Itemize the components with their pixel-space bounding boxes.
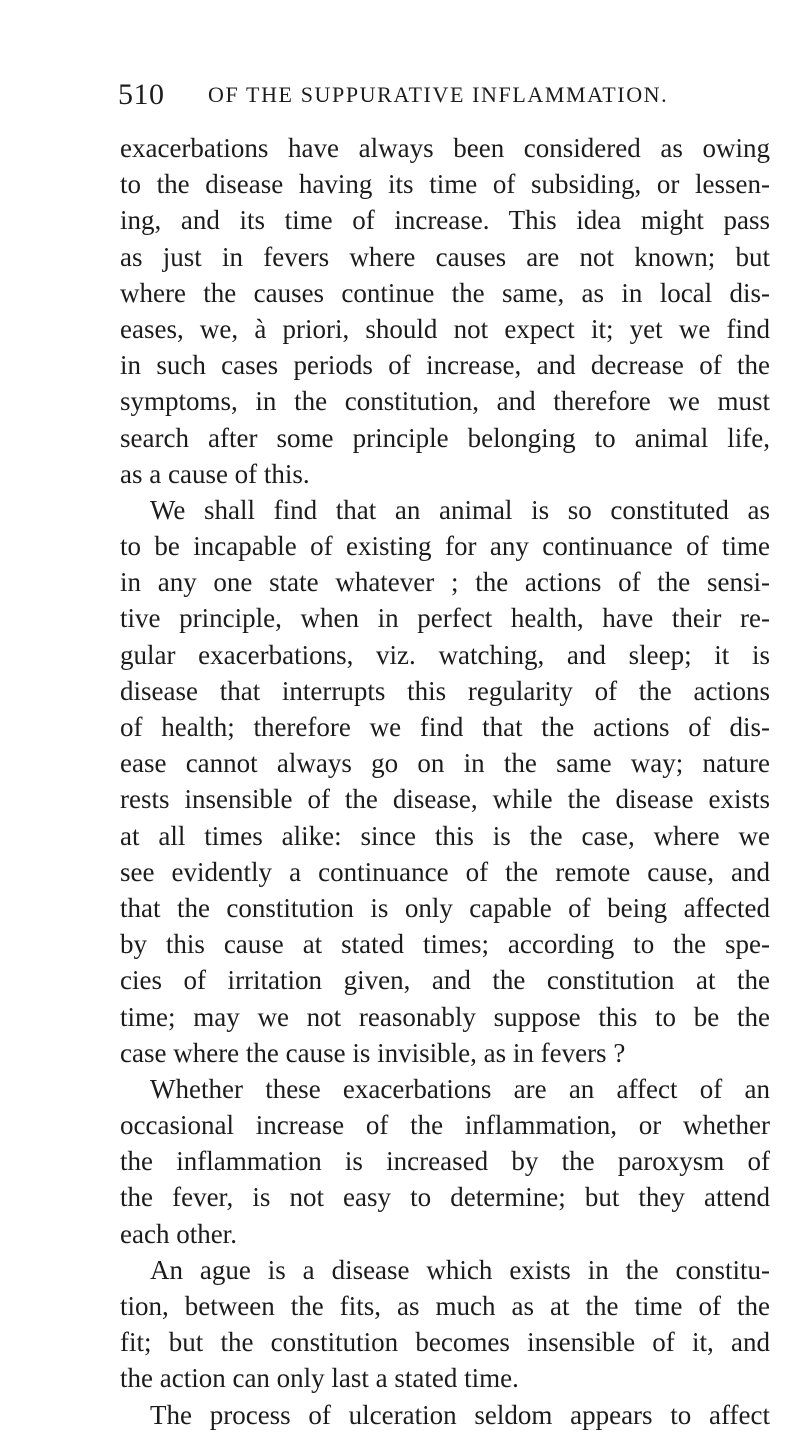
text-line: tion, between the fits, as much as at the time of the [120,1291,770,1321]
text-line: to be incapable of existing for any continuance of time [120,531,770,562]
text-line: exacerbations have always been considered as owing [120,133,770,163]
text-line: cies of irritation given, and the constitution at the [120,965,770,996]
text-line: The process of ulceration seldom appears to affect [150,1399,770,1430]
running-title: OF THE SUPPURATIVE INFLAMMATION. [208,82,669,107]
text-line: tive principle, when in perfect health, have their re- [120,603,770,634]
text-line: at all times alike: since this is the case, where we [120,820,770,851]
text-line: gular exacerbations, viz. watching, and sleep; it is [120,639,770,670]
text-line: symptoms, in the constitution, and therefore we must [120,386,770,417]
text-line: time; may we not reasonably suppose this to be the [120,1001,770,1032]
text-line: the action can only last a stated time. [120,1363,519,1394]
text-line: rests insensible of the disease, while the disease exists [120,784,770,815]
text-line: Whether these exacerbations are an affect of an [150,1073,770,1104]
text-line: to the disease having its time of subsiding, or lessen- [120,169,770,200]
text-line: fit; but the constitution becomes insensible of it, and [120,1327,770,1358]
page-header [118,78,778,118]
text-line: in such cases periods of increase, and decrease of the [120,350,770,381]
text-line: ing, and its time of increase. This idea might pass [120,205,770,236]
text-line: as just in fevers where causes are not known; but [120,241,770,272]
body-text [120,130,770,1433]
text-line: ease cannot always go on in the same way; nature [120,748,770,779]
text-line: see evidently a continuance of the remote cause, and [120,856,770,887]
text-line: An ague is a disease which exists in the constitu- [150,1254,770,1285]
text-line: of health; therefore we find that the actions of dis- [120,712,770,742]
text-line: the fever, is not easy to determine; but they attend [120,1182,770,1213]
page-number: 510 [118,78,165,111]
text-line: disease that interrupts this regularity of the actions [120,675,770,706]
text-line: We shall find that an animal is so constituted as [150,494,770,525]
text-line: the inflammation is increased by the paroxysm of [120,1146,770,1177]
text-line: search after some principle belonging to animal life, [120,422,770,453]
text-line: in any one state whatever ; the actions of the sensi- [120,567,770,598]
text-line: eases, we, à priori, should not expect it; yet we find [120,313,770,344]
text-line: as a cause of this. [120,458,310,489]
text-line: each other. [120,1218,237,1249]
text-line: where the causes continue the same, as in local dis- [120,277,770,308]
text-line: that the constitution is only capable of being affected [120,892,770,923]
text-line: by this cause at stated times; according to the spe- [120,929,770,960]
text-line: occasional increase of the inflammation, or whether [120,1110,770,1141]
text-line: case where the cause is invisible, as in fevers ? [120,1037,626,1068]
